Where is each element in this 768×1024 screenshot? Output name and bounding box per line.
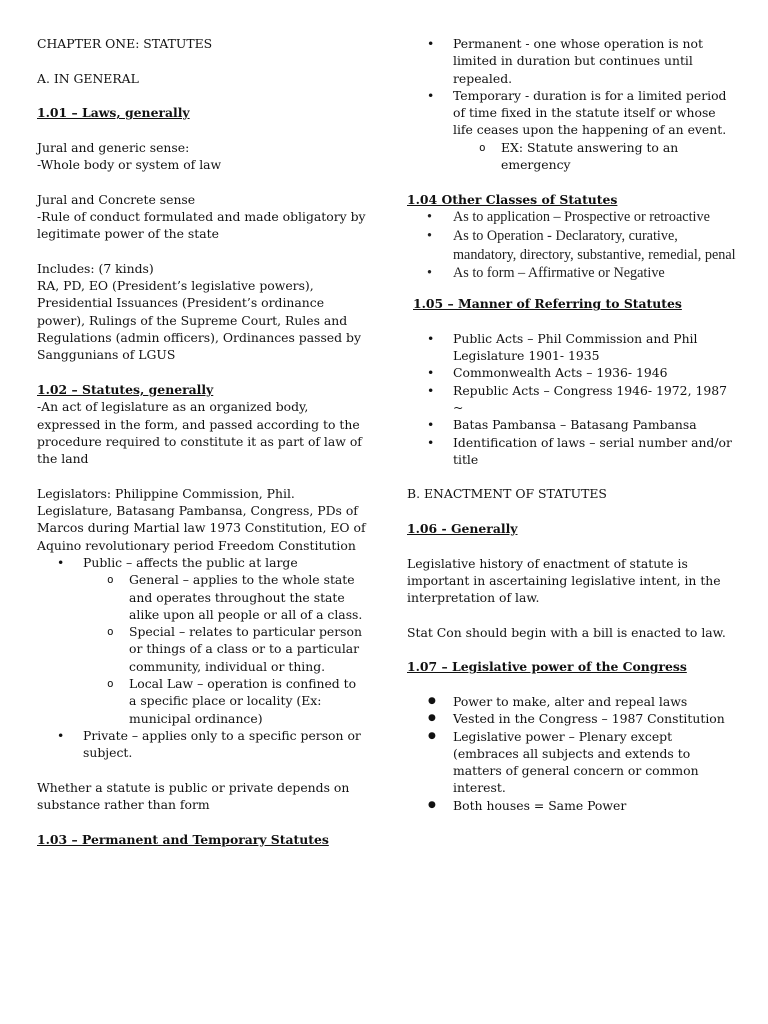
special-item: Special – relates to particular person or things of a class or to a particular community, individual or thing. [129,624,362,674]
list-item [407,227,737,265]
public-private-note: Whether a statute is public or private depends on substance rather than form [37,779,350,813]
stat-con-text: Stat Con should begin with a bill is enacted to law. [407,624,726,640]
list-item [37,675,367,727]
heading-1-03: 1.03 – Permanent and Temporary Statutes [37,831,329,847]
batas-pambansa-item: Batas Pambansa – Batasang Pambansa [453,417,697,433]
list-item [407,364,737,381]
commonwealth-acts-item: Commonwealth Acts – 1936- 1946 [453,365,668,381]
list-item [37,623,367,675]
permanent-item: Permanent - one whose operation is not limited in duration but continues until repealed. [453,36,703,86]
heading-1-07: 1.07 – Legislative power of the Congress [407,659,687,675]
heading-1-04: 1.04 Other Classes of Statutes [407,191,618,207]
statute-types-list [37,554,367,571]
legislators-text: Legislators: Philippine Commission, Phil. Legislature, Batasang Pambansa, Congress, PDs of Marcos during Martial law 1973 Constitution, EO of Aquino revolutionary period Freedom Constitution [37,485,366,553]
local-law-item: Local Law – operation is confined to a specific place or locality (Ex: municipal ordinance) [129,675,357,726]
jural-generic-definition: -Whole body or system of law [37,157,222,173]
temporary-example: EX: Statute answering to an emergency [501,139,679,173]
public-acts-item: Public Acts – Phil Commission and Phil Legislature 1901- 1935 [453,330,698,364]
identification-item: Identification of laws – serial number and/or title [453,434,732,467]
list-item [407,728,737,797]
list-item [37,571,367,623]
list-item [407,208,737,227]
temporary-example-list [453,139,737,174]
list-item [37,727,367,762]
public-item: Public – affects the public at large [83,554,298,570]
heading-1-02: 1.02 – Statutes, generally [37,381,214,397]
right-column [407,35,737,814]
statutes-definition: -An act of legislature as an organized body, expressed in the form, and passed according to the procedure required to constitute it as part of law of the land [37,399,362,467]
general-item: General – applies to the whole state and operates throughout the state alike upon all people or all of a class. [129,572,363,622]
list-item [407,87,737,173]
section-a-heading: A. IN GENERAL [37,70,139,86]
list-item [407,330,737,365]
list-item [407,264,737,283]
list-item [453,139,737,174]
list-item [407,416,737,433]
public-subtypes-list [37,571,367,727]
vested-item: Vested in the Congress – 1987 Constitution [453,711,725,727]
list-item [407,35,737,87]
list-item [407,434,737,469]
as-to-form: As to form – Affirmative or Negative [453,265,665,282]
referring-list [407,330,737,468]
heading-1-05-row [407,295,737,312]
heading-1-06: 1.06 - Generally [407,521,518,537]
jural-concrete-label: Jural and Concrete sense [37,191,196,207]
jural-generic-label: Jural and generic sense: [37,139,190,155]
heading-1-01: 1.01 – Laws, generally [37,105,190,121]
permanent-temporary-list [407,35,737,173]
legislative-history-text: Legislative history of enactment of statute is important in ascertaining legislative intent, in the interpretation of law. [407,555,721,606]
republic-acts-item: Republic Acts – Congress 1946- 1972, 1987 ~ [453,382,727,415]
other-classes-list [407,208,737,283]
list-item [407,382,737,417]
chapter-title: CHAPTER ONE: STATUTES [37,36,213,51]
left-column [37,35,367,848]
power-make-item: Power to make, alter and repeal laws [453,693,688,709]
heading-1-05: 1.05 – Manner of Referring to Statutes [413,296,682,312]
includes-text: RA, PD, EO (President’s legislative powers), Presidential Issuances (President’s ordinance power), Rulings of the Supreme Court, Rules and Regulations (admin officers), Ordinances passed by Sanggunians of LGUS [37,278,361,363]
as-to-operation: As to Operation - Declaratory, curative, mandatory, directory, substantive, remedial, penal [453,227,736,263]
legislative-power-list [407,693,737,814]
list-item [407,710,737,727]
both-houses-item: Both houses = Same Power [453,797,627,813]
list-item [37,554,367,571]
section-b-heading: B. ENACTMENT OF STATUTES [407,486,607,502]
private-list [37,727,367,762]
plenary-item: Legislative power – Plenary except (embraces all subjects and extends to matters of general concern or common interest. [453,728,699,796]
list-item [407,797,737,814]
temporary-item: Temporary - duration is for a limited period of time fixed in the statute itself or whose life ceases upon the happening of an event. [453,87,727,138]
as-to-application: As to application – Prospective or retroactive [453,208,710,225]
private-item: Private – applies only to a specific person or subject. [83,727,361,761]
includes-label: Includes: (7 kinds) [37,260,154,276]
jural-concrete-definition: -Rule of conduct formulated and made obligatory by legitimate power of the state [37,208,366,242]
list-item [407,693,737,710]
